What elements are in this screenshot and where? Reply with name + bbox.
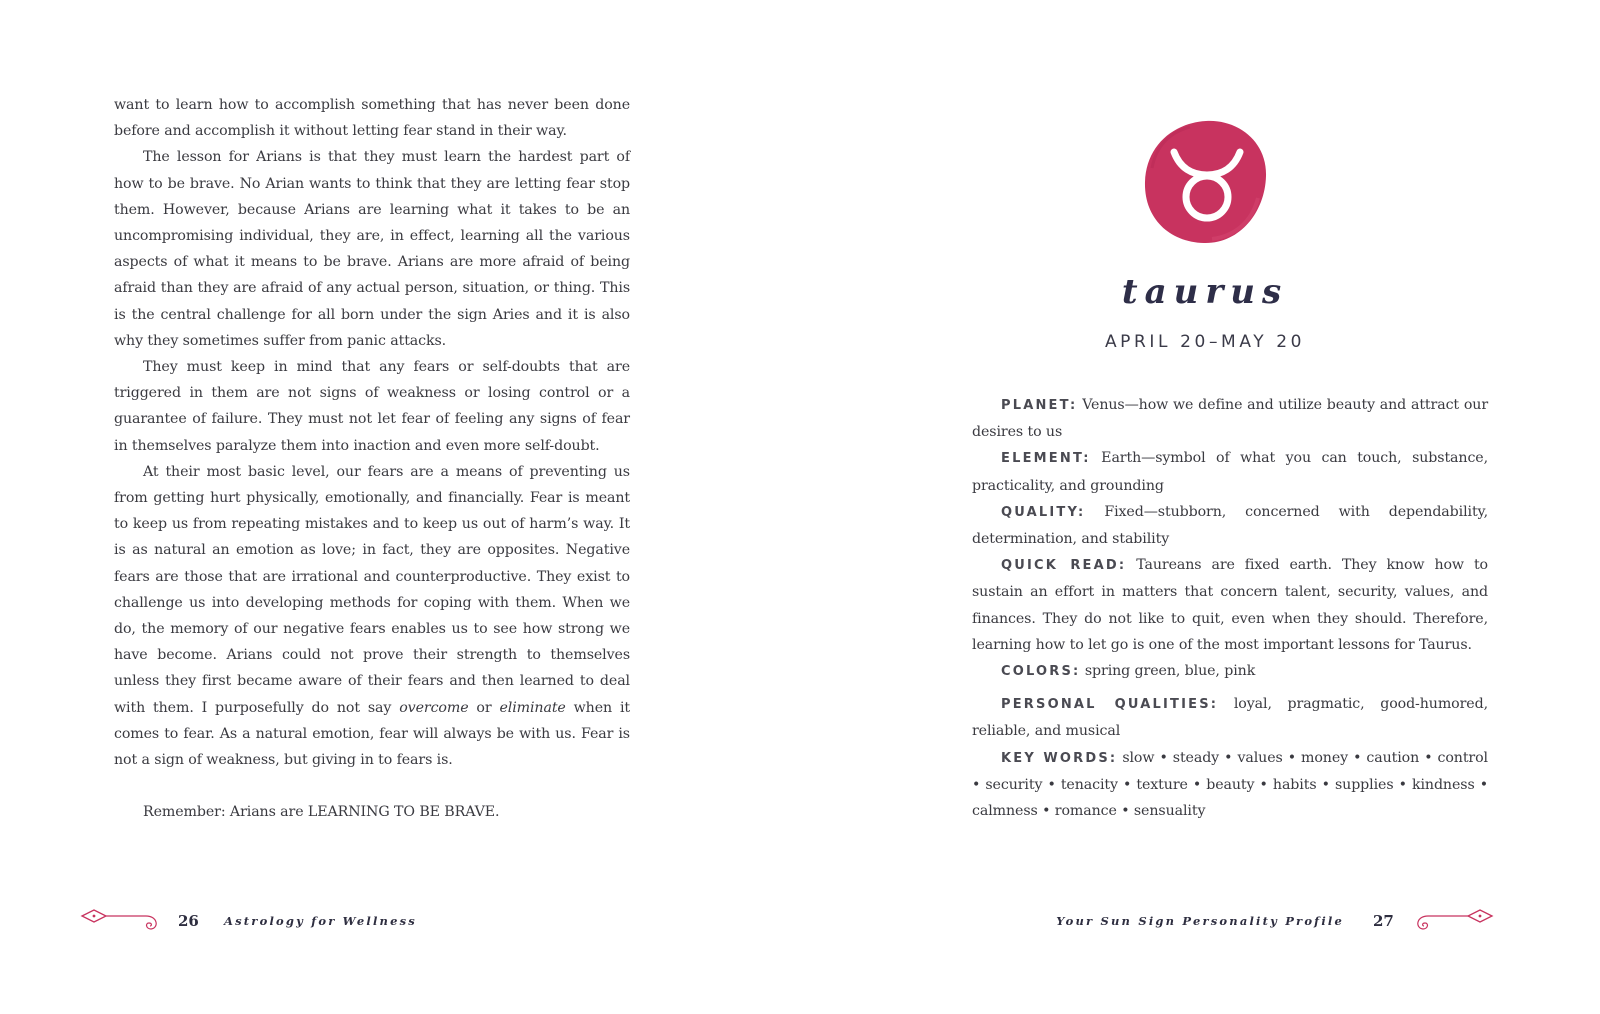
- sign-dates: APRIL 20–MAY 20: [1104, 332, 1306, 352]
- attribute-quality: QUALITY: Fixed—stubborn, concerned with dependability, determination, and stability: [972, 503, 1488, 548]
- taurus-glyph-icon: [1140, 118, 1270, 248]
- scroll-flourish-icon: [1410, 908, 1494, 938]
- scroll-flourish-icon: [80, 908, 164, 938]
- page-number-right: 27: [1373, 912, 1394, 930]
- emphasis-overcome: overcome: [399, 699, 469, 716]
- paragraph-self-doubt: They must keep in mind that any fears or self-doubts that are triggered in them are not signs of weakness or losing control or a guarantee of failure. They must not let fear of feeling any signs of fear in themselves paralyze them into inaction and even more self-doubt.: [114, 359, 630, 454]
- page-number-left: 26: [178, 912, 199, 930]
- running-head-right: Your Sun Sign Personality Profile: [1056, 914, 1344, 928]
- attribute-quick-read: QUICK READ: Taureans are fixed earth. They know how to sustain an effort in matters that concern talent, security, values, and finances. They do not like to quit, even when they should. Therefore, learning how to let go is one of the most important lessons for Taurus.: [972, 557, 1488, 653]
- attribute-planet: PLANET: Venus—how we define and utilize beauty and attract our desires to us: [972, 397, 1488, 441]
- remember-line: Remember: Arians are LEARNING TO BE BRAVE.: [143, 804, 500, 821]
- running-head-left: Astrology for Wellness: [224, 914, 417, 928]
- sign-title: taurus: [1121, 272, 1289, 312]
- paragraph-fear: At their most basic level, our fears are a means of preventing us from getting hurt physically, emotionally, and financially. Fear is meant to keep us from repeating mistakes and to keep us out of harm’s way. It is as natural an emotion as love; in fact, they are opposites. Negative fears are those that are irrational and counterproductive. They exist to challenge us into developing methods for coping with them. When we do, the memory of our negative fears enables us to see how strong we have become. Arians could not prove their strength to themselves unless they first became aware of their fears and then learned to deal with them. I purposefully do not say overcome or eliminate when it comes to fear. As a natural emotion, fear will always be with us. Fear is not a sign of weakness, but giving in to fears is.: [114, 463, 631, 769]
- attribute-personal-qualities: PERSONAL QUALITIES: loyal, pragmatic, good-humored, reliable, and musical: [972, 696, 1488, 740]
- attribute-element: ELEMENT: Earth—symbol of what you can touch, substance, practicality, and grounding: [972, 450, 1488, 494]
- paragraph-lesson: The lesson for Arians is that they must learn the hardest part of how to be brave. No Arian wants to think that they are letting fear stop them. However, because Arians are learning what it takes to be an uncompromising individual, they are, in effect, learning all the various aspects of what it means to be brave. Arians are more afraid of being afraid than they are afraid of any actual person, situation, or thing. This is the central challenge for all born under the sign Aries and it is also why they sometimes suffer from panic attacks.: [114, 149, 630, 349]
- right-page: [800, 0, 1600, 1014]
- paragraph-continuation: want to learn how to accomplish something that has never been done before and accomplish it without letting fear stand in their way.: [114, 97, 630, 140]
- attribute-key-words: KEY WORDS: slow • steady • values • money • caution • control • security • tenacity • texture • beauty • habits • supplies • kindness • calmness • romance • sensuality: [972, 749, 1488, 820]
- left-body-text: [114, 92, 630, 825]
- emphasis-eliminate: eliminate: [499, 699, 566, 716]
- attribute-colors: COLORS: spring green, blue, pink: [1001, 663, 1256, 680]
- attributes-list: [972, 392, 1488, 824]
